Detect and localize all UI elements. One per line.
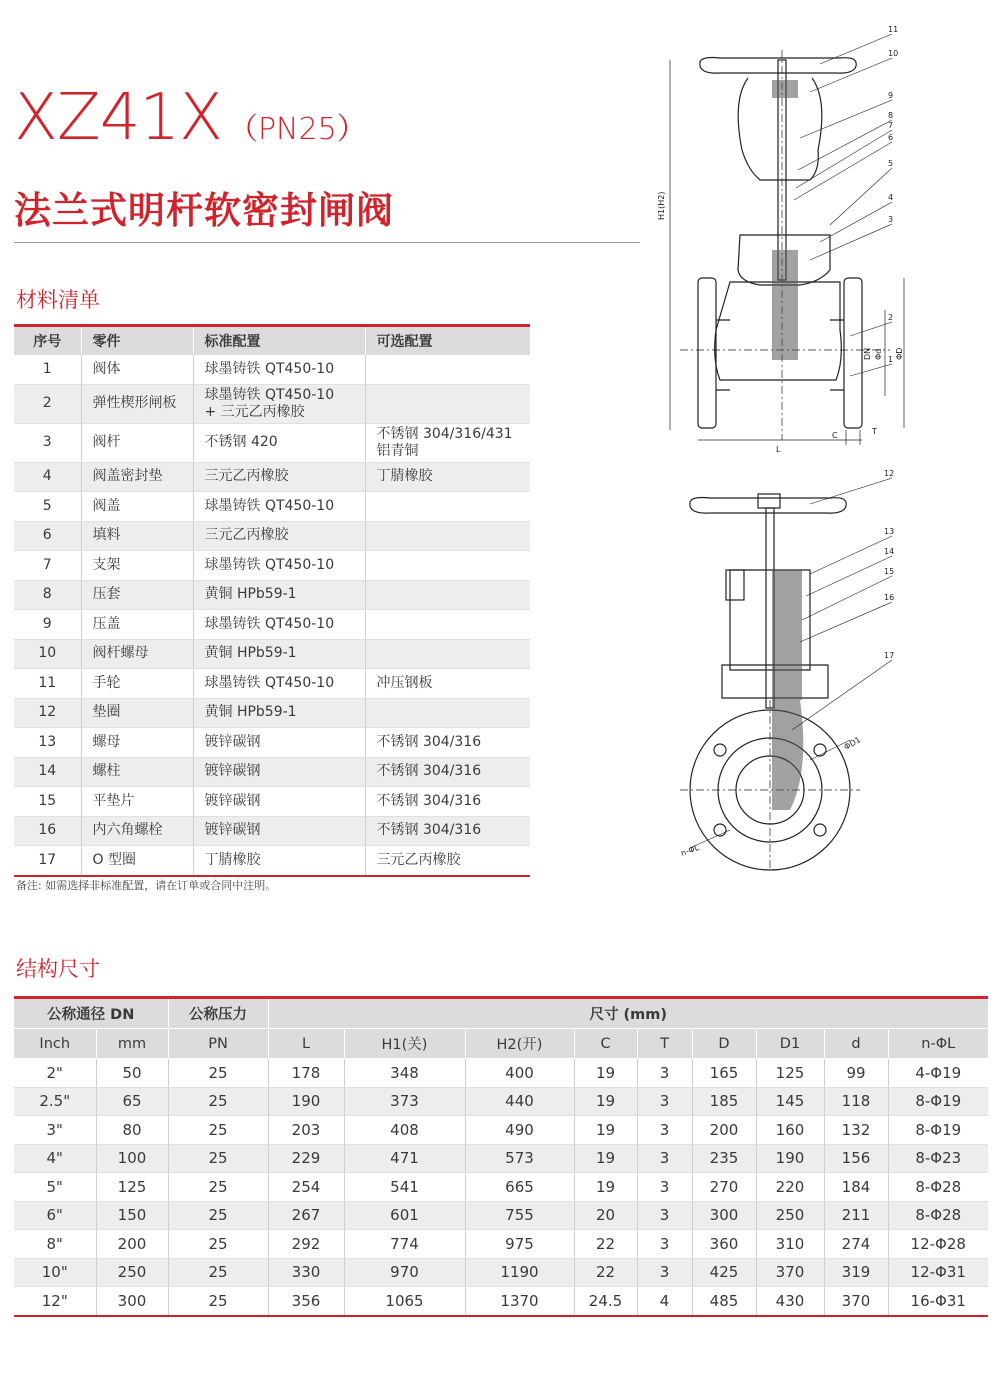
- dim-cell: 25: [168, 1059, 268, 1088]
- side-callout-number: 15: [884, 567, 895, 576]
- dim-cell: 3: [637, 1059, 692, 1088]
- materials-cell-opt: [365, 492, 530, 522]
- materials-cell-no: 13: [14, 728, 81, 758]
- dim-cell: 3: [637, 1173, 692, 1202]
- dim-cell: 132: [824, 1116, 888, 1145]
- materials-cell-opt: [365, 639, 530, 669]
- dim-cell: 220: [756, 1173, 824, 1202]
- dim-cell: 1065: [344, 1287, 465, 1316]
- materials-cell-opt: 不锈钢 304/316: [365, 757, 530, 787]
- materials-cell-opt: [365, 521, 530, 551]
- materials-cell-std: 黄铜 HPb59-1: [193, 580, 365, 610]
- dim-cell: 185: [692, 1087, 756, 1116]
- dim-cell: 2": [14, 1059, 96, 1088]
- side-callout-number: 12: [884, 469, 895, 478]
- materials-col-std: 标准配置: [193, 326, 365, 356]
- dim-col-header: H1(关): [344, 1029, 465, 1059]
- front-callout-number: 9: [888, 91, 894, 100]
- dim-cell: 118: [824, 1087, 888, 1116]
- dim-cell: 211: [824, 1201, 888, 1230]
- front-leaders: [794, 34, 892, 376]
- materials-section-title: 材料清单: [16, 288, 100, 312]
- materials-col-opt: 可选配置: [365, 326, 530, 356]
- dim-cell: 601: [344, 1201, 465, 1230]
- materials-cell-std: 镀锌碳钢: [193, 728, 365, 758]
- dim-cell: 373: [344, 1087, 465, 1116]
- front-callout-number: 1: [888, 355, 894, 364]
- dim-cell: 319: [824, 1258, 888, 1287]
- materials-cell-part: 阀杆: [81, 423, 193, 462]
- materials-cell-opt: 不锈钢 304/316: [365, 728, 530, 758]
- dim-cell: 356: [268, 1287, 344, 1316]
- dim-cell: 190: [756, 1144, 824, 1173]
- materials-col-part: 零件: [81, 326, 193, 356]
- dimensions-row: [14, 1173, 988, 1202]
- materials-cell-no: 11: [14, 669, 81, 699]
- materials-cell-part: 压套: [81, 580, 193, 610]
- dim-cell: 184: [824, 1173, 888, 1202]
- front-callout-number: 10: [888, 49, 899, 58]
- materials-cell-no: 1: [14, 355, 81, 384]
- front-callout-labels: [888, 25, 898, 364]
- dimensions-row: [14, 1087, 988, 1116]
- dim-cell: 50: [96, 1059, 168, 1088]
- materials-cell-std: 球墨铸铁 QT450-10: [193, 551, 365, 581]
- dim-cell: 25: [168, 1201, 268, 1230]
- materials-cell-part: 支架: [81, 551, 193, 581]
- dim-col-header: n-ΦL: [888, 1029, 988, 1059]
- valve-front-outline: [680, 50, 890, 440]
- dim-cell: 24.5: [574, 1287, 637, 1316]
- dim-cell: 267: [268, 1201, 344, 1230]
- dim-cell: 22: [574, 1258, 637, 1287]
- dim-cell: 490: [465, 1116, 574, 1145]
- dim-cell: 1370: [465, 1287, 574, 1316]
- materials-cell-no: 12: [14, 698, 81, 728]
- dim-cell: 19: [574, 1173, 637, 1202]
- dim-cell: 370: [824, 1287, 888, 1316]
- dim-group-pn: 公称压力: [168, 998, 268, 1029]
- materials-cell-std: 镀锌碳钢: [193, 816, 365, 846]
- dim-cell: 3: [637, 1116, 692, 1145]
- valve-side-view-drawing: [660, 470, 910, 880]
- dim-cell: 573: [465, 1144, 574, 1173]
- dimensions-table: [14, 996, 988, 1317]
- materials-row: [14, 423, 530, 462]
- dimensions-column-headers: [14, 1029, 988, 1059]
- materials-row: [14, 757, 530, 787]
- dim-cell: 145: [756, 1087, 824, 1116]
- dim-group-dn: 公称通径 DN: [14, 998, 168, 1029]
- materials-cell-no: 4: [14, 462, 81, 492]
- dim-t-label: T: [872, 427, 877, 436]
- dim-cell: 254: [268, 1173, 344, 1202]
- model-number: [14, 81, 367, 155]
- dim-cell: 99: [824, 1059, 888, 1088]
- materials-cell-opt: [365, 580, 530, 610]
- dim-col-header: L: [268, 1029, 344, 1059]
- dim-cell: 25: [168, 1116, 268, 1145]
- dim-cell: 12-Φ28: [888, 1230, 988, 1259]
- dim-cell: 250: [756, 1201, 824, 1230]
- dim-cell: 425: [692, 1258, 756, 1287]
- materials-cell-std: 黄铜 HPb59-1: [193, 639, 365, 669]
- materials-cell-std: 球墨铸铁 QT450-10: [193, 492, 365, 522]
- side-callout-number: 17: [884, 651, 895, 660]
- dim-cell: 5": [14, 1173, 96, 1202]
- front-callout-number: 7: [888, 121, 894, 130]
- materials-cell-part: 垫圈: [81, 698, 193, 728]
- dim-cell: 274: [824, 1230, 888, 1259]
- dimensions-row: [14, 1230, 988, 1259]
- materials-cell-part: 阀杆螺母: [81, 639, 193, 669]
- dim-cell: 471: [344, 1144, 465, 1173]
- dim-col-header: H2(开): [465, 1029, 574, 1059]
- materials-cell-opt: 不锈钢 304/316: [365, 816, 530, 846]
- materials-cell-no: 6: [14, 521, 81, 551]
- materials-row: [14, 610, 530, 640]
- dim-cell: 348: [344, 1059, 465, 1088]
- dim-cell: 12-Φ31: [888, 1258, 988, 1287]
- materials-cell-no: 15: [14, 787, 81, 817]
- materials-cell-no: 8: [14, 580, 81, 610]
- materials-row: [14, 816, 530, 846]
- front-callout-number: 2: [888, 313, 894, 322]
- materials-row: [14, 462, 530, 492]
- dim-cell: 970: [344, 1258, 465, 1287]
- side-callout-number: 16: [884, 593, 895, 602]
- materials-cell-no: 10: [14, 639, 81, 669]
- materials-col-no: 序号: [14, 326, 81, 356]
- dim-cell: 3: [637, 1230, 692, 1259]
- pressure-rating: （PN25）: [227, 112, 367, 147]
- materials-cell-opt: 冲压钢板: [365, 669, 530, 699]
- materials-cell-part: 阀盖: [81, 492, 193, 522]
- dim-cell: 156: [824, 1144, 888, 1173]
- dimensions-section-title: 结构尺寸: [16, 957, 100, 981]
- dim-cell: 8-Φ28: [888, 1173, 988, 1202]
- dim-cell: 19: [574, 1087, 637, 1116]
- valve-front-view-drawing: [657, 20, 910, 460]
- materials-cell-std: 球墨铸铁 QT450-10 + 三元乙丙橡胶: [193, 384, 365, 423]
- dim-cell: 125: [96, 1173, 168, 1202]
- dim-cell: 19: [574, 1116, 637, 1145]
- dim-cell: 25: [168, 1144, 268, 1173]
- materials-cell-opt: [365, 551, 530, 581]
- materials-cell-part: 阀盖密封垫: [81, 462, 193, 492]
- dim-cell: 16-Φ31: [888, 1287, 988, 1316]
- materials-cell-no: 16: [14, 816, 81, 846]
- dim-cell: 19: [574, 1144, 637, 1173]
- dim-cell: 20: [574, 1201, 637, 1230]
- dim-cell: 300: [692, 1201, 756, 1230]
- dim-col-header: Inch: [14, 1029, 96, 1059]
- dim-cell: 975: [465, 1230, 574, 1259]
- dim-group-size: 尺寸 (mm): [268, 998, 988, 1029]
- dim-cell: 2.5": [14, 1087, 96, 1116]
- dim-cell: 150: [96, 1201, 168, 1230]
- dim-cell: 774: [344, 1230, 465, 1259]
- side-callout-labels: [884, 469, 894, 660]
- dim-cell: 430: [756, 1287, 824, 1316]
- dim-col-header: D1: [756, 1029, 824, 1059]
- section-hatch: [772, 80, 798, 360]
- dim-col-header: d: [824, 1029, 888, 1059]
- materials-row: [14, 698, 530, 728]
- front-callout-number: 4: [888, 193, 894, 202]
- dim-col-header: T: [637, 1029, 692, 1059]
- dim-cell: 100: [96, 1144, 168, 1173]
- dimensions-row: [14, 1144, 988, 1173]
- dim-cell: 8-Φ19: [888, 1116, 988, 1145]
- dim-col-header: C: [574, 1029, 637, 1059]
- dim-d1-label: ΦD1: [842, 735, 863, 752]
- dim-cell: 203: [268, 1116, 344, 1145]
- materials-cell-part: O 型圈: [81, 846, 193, 876]
- dim-cell: 235: [692, 1144, 756, 1173]
- dim-cell: 25: [168, 1230, 268, 1259]
- materials-row: [14, 846, 530, 876]
- materials-cell-part: 螺柱: [81, 757, 193, 787]
- materials-cell-no: 2: [14, 384, 81, 423]
- materials-table: [14, 324, 530, 877]
- dim-cell: 19: [574, 1059, 637, 1088]
- materials-cell-part: 内六角螺栓: [81, 816, 193, 846]
- materials-cell-no: 7: [14, 551, 81, 581]
- dim-nl-label: n-ΦL: [679, 843, 701, 858]
- materials-cell-no: 5: [14, 492, 81, 522]
- materials-cell-no: 17: [14, 846, 81, 876]
- dim-cell: 6": [14, 1201, 96, 1230]
- materials-cell-no: 14: [14, 757, 81, 787]
- dim-cell: 292: [268, 1230, 344, 1259]
- dim-cell: 3: [637, 1144, 692, 1173]
- materials-cell-opt: 三元乙丙橡胶: [365, 846, 530, 876]
- dim-cell: 485: [692, 1287, 756, 1316]
- dim-cell: 125: [756, 1059, 824, 1088]
- dim-cell: 4: [637, 1287, 692, 1316]
- materials-cell-opt: 不锈钢 304/316: [365, 787, 530, 817]
- dim-cell: 8-Φ23: [888, 1144, 988, 1173]
- dimensions-row: [14, 1201, 988, 1230]
- dim-cell: 4-Φ19: [888, 1059, 988, 1088]
- dim-cell: 541: [344, 1173, 465, 1202]
- materials-row: [14, 521, 530, 551]
- materials-cell-part: 螺母: [81, 728, 193, 758]
- front-callout-number: 3: [888, 215, 894, 224]
- dim-cell: 270: [692, 1173, 756, 1202]
- dim-cell: 3: [637, 1201, 692, 1230]
- materials-cell-part: 填料: [81, 521, 193, 551]
- front-callout-number: 5: [888, 159, 894, 168]
- materials-cell-std: 球墨铸铁 QT450-10: [193, 355, 365, 384]
- dim-d-label: Φd: [874, 348, 883, 360]
- materials-cell-no: 9: [14, 610, 81, 640]
- front-callout-number: 8: [888, 111, 894, 120]
- dim-cell: 22: [574, 1230, 637, 1259]
- dim-cell: 229: [268, 1144, 344, 1173]
- dim-cell: 165: [692, 1059, 756, 1088]
- dimensions-row: [14, 1059, 988, 1088]
- dim-cell: 408: [344, 1116, 465, 1145]
- materials-note: 备注: 如需选择非标准配置，请在订单或合同中注明。: [16, 879, 277, 892]
- title-divider: [14, 242, 640, 243]
- dim-col-header: PN: [168, 1029, 268, 1059]
- materials-cell-opt: 不锈钢 304/316/431 铝青铜: [365, 423, 530, 462]
- dim-cell: 160: [756, 1116, 824, 1145]
- materials-cell-part: 阀体: [81, 355, 193, 384]
- materials-cell-std: 不锈钢 420: [193, 423, 365, 462]
- materials-row: [14, 384, 530, 423]
- materials-cell-no: 3: [14, 423, 81, 462]
- materials-cell-std: 镀锌碳钢: [193, 757, 365, 787]
- materials-row: [14, 551, 530, 581]
- materials-cell-part: 弹性楔形闸板: [81, 384, 193, 423]
- model-code: XZ41X: [14, 81, 222, 155]
- materials-cell-opt: 丁腈橡胶: [365, 462, 530, 492]
- dimensions-table-body: [14, 1059, 988, 1316]
- dim-cell: 25: [168, 1287, 268, 1316]
- materials-row: [14, 669, 530, 699]
- dim-cell: 440: [465, 1087, 574, 1116]
- dim-cell: 200: [96, 1230, 168, 1259]
- dim-cell: 12": [14, 1287, 96, 1316]
- dim-cell: 4": [14, 1144, 96, 1173]
- materials-cell-part: 压盖: [81, 610, 193, 640]
- dim-c-label: C: [832, 431, 838, 440]
- materials-row: [14, 355, 530, 384]
- materials-cell-opt: [365, 355, 530, 384]
- dim-cell: 360: [692, 1230, 756, 1259]
- materials-cell-part: 手轮: [81, 669, 193, 699]
- valve-side-outline: [680, 494, 860, 870]
- materials-row: [14, 728, 530, 758]
- dim-cell: 25: [168, 1173, 268, 1202]
- dim-dn-label: DN: [863, 347, 872, 360]
- dim-cell: 25: [168, 1087, 268, 1116]
- dim-cell: 250: [96, 1258, 168, 1287]
- materials-row: [14, 787, 530, 817]
- dim-cell: 3: [637, 1258, 692, 1287]
- dim-cell: 200: [692, 1116, 756, 1145]
- dim-length-label: L: [776, 445, 781, 454]
- dim-cell: 190: [268, 1087, 344, 1116]
- dim-cell: 665: [465, 1173, 574, 1202]
- dim-cell: 3: [637, 1087, 692, 1116]
- materials-cell-std: 三元乙丙橡胶: [193, 521, 365, 551]
- dim-cell: 300: [96, 1287, 168, 1316]
- materials-cell-opt: [365, 610, 530, 640]
- materials-cell-part: 平垫片: [81, 787, 193, 817]
- dim-cell: 755: [465, 1201, 574, 1230]
- dim-cell: 8": [14, 1230, 96, 1259]
- product-name: 法兰式明杆软密封闸阀: [14, 189, 394, 232]
- dim-cell: 330: [268, 1258, 344, 1287]
- front-callout-number: 11: [888, 25, 899, 34]
- materials-cell-std: 丁腈橡胶: [193, 846, 365, 876]
- dim-cell: 370: [756, 1258, 824, 1287]
- materials-cell-opt: [365, 698, 530, 728]
- dim-cell: 178: [268, 1059, 344, 1088]
- dimensions-row: [14, 1287, 988, 1316]
- front-callout-number: 6: [888, 133, 894, 142]
- dim-cell: 10": [14, 1258, 96, 1287]
- dim-col-header: D: [692, 1029, 756, 1059]
- materials-cell-std: 球墨铸铁 QT450-10: [193, 669, 365, 699]
- dimensions-row: [14, 1116, 988, 1145]
- materials-table-body: [14, 355, 530, 876]
- side-callout-number: 13: [884, 527, 895, 536]
- side-section-hatch: [772, 570, 803, 810]
- dim-height-label: H1(H2): [657, 191, 666, 220]
- materials-cell-opt: [365, 384, 530, 423]
- dim-cell: 3": [14, 1116, 96, 1145]
- materials-row: [14, 492, 530, 522]
- dim-cell: 8-Φ19: [888, 1087, 988, 1116]
- dimensions-row: [14, 1258, 988, 1287]
- dim-col-header: mm: [96, 1029, 168, 1059]
- materials-cell-std: 镀锌碳钢: [193, 787, 365, 817]
- dim-cell: 80: [96, 1116, 168, 1145]
- dim-cell: 400: [465, 1059, 574, 1088]
- dim-cell: 1190: [465, 1258, 574, 1287]
- materials-cell-std: 黄铜 HPb59-1: [193, 698, 365, 728]
- dim-cell: 25: [168, 1258, 268, 1287]
- materials-row: [14, 580, 530, 610]
- side-callout-number: 14: [884, 547, 895, 556]
- materials-cell-std: 球墨铸铁 QT450-10: [193, 610, 365, 640]
- materials-row: [14, 639, 530, 669]
- dim-cell: 65: [96, 1087, 168, 1116]
- dim-D-label: ΦD: [895, 347, 904, 360]
- materials-cell-std: 三元乙丙橡胶: [193, 462, 365, 492]
- dim-cell: 8-Φ28: [888, 1201, 988, 1230]
- dim-cell: 310: [756, 1230, 824, 1259]
